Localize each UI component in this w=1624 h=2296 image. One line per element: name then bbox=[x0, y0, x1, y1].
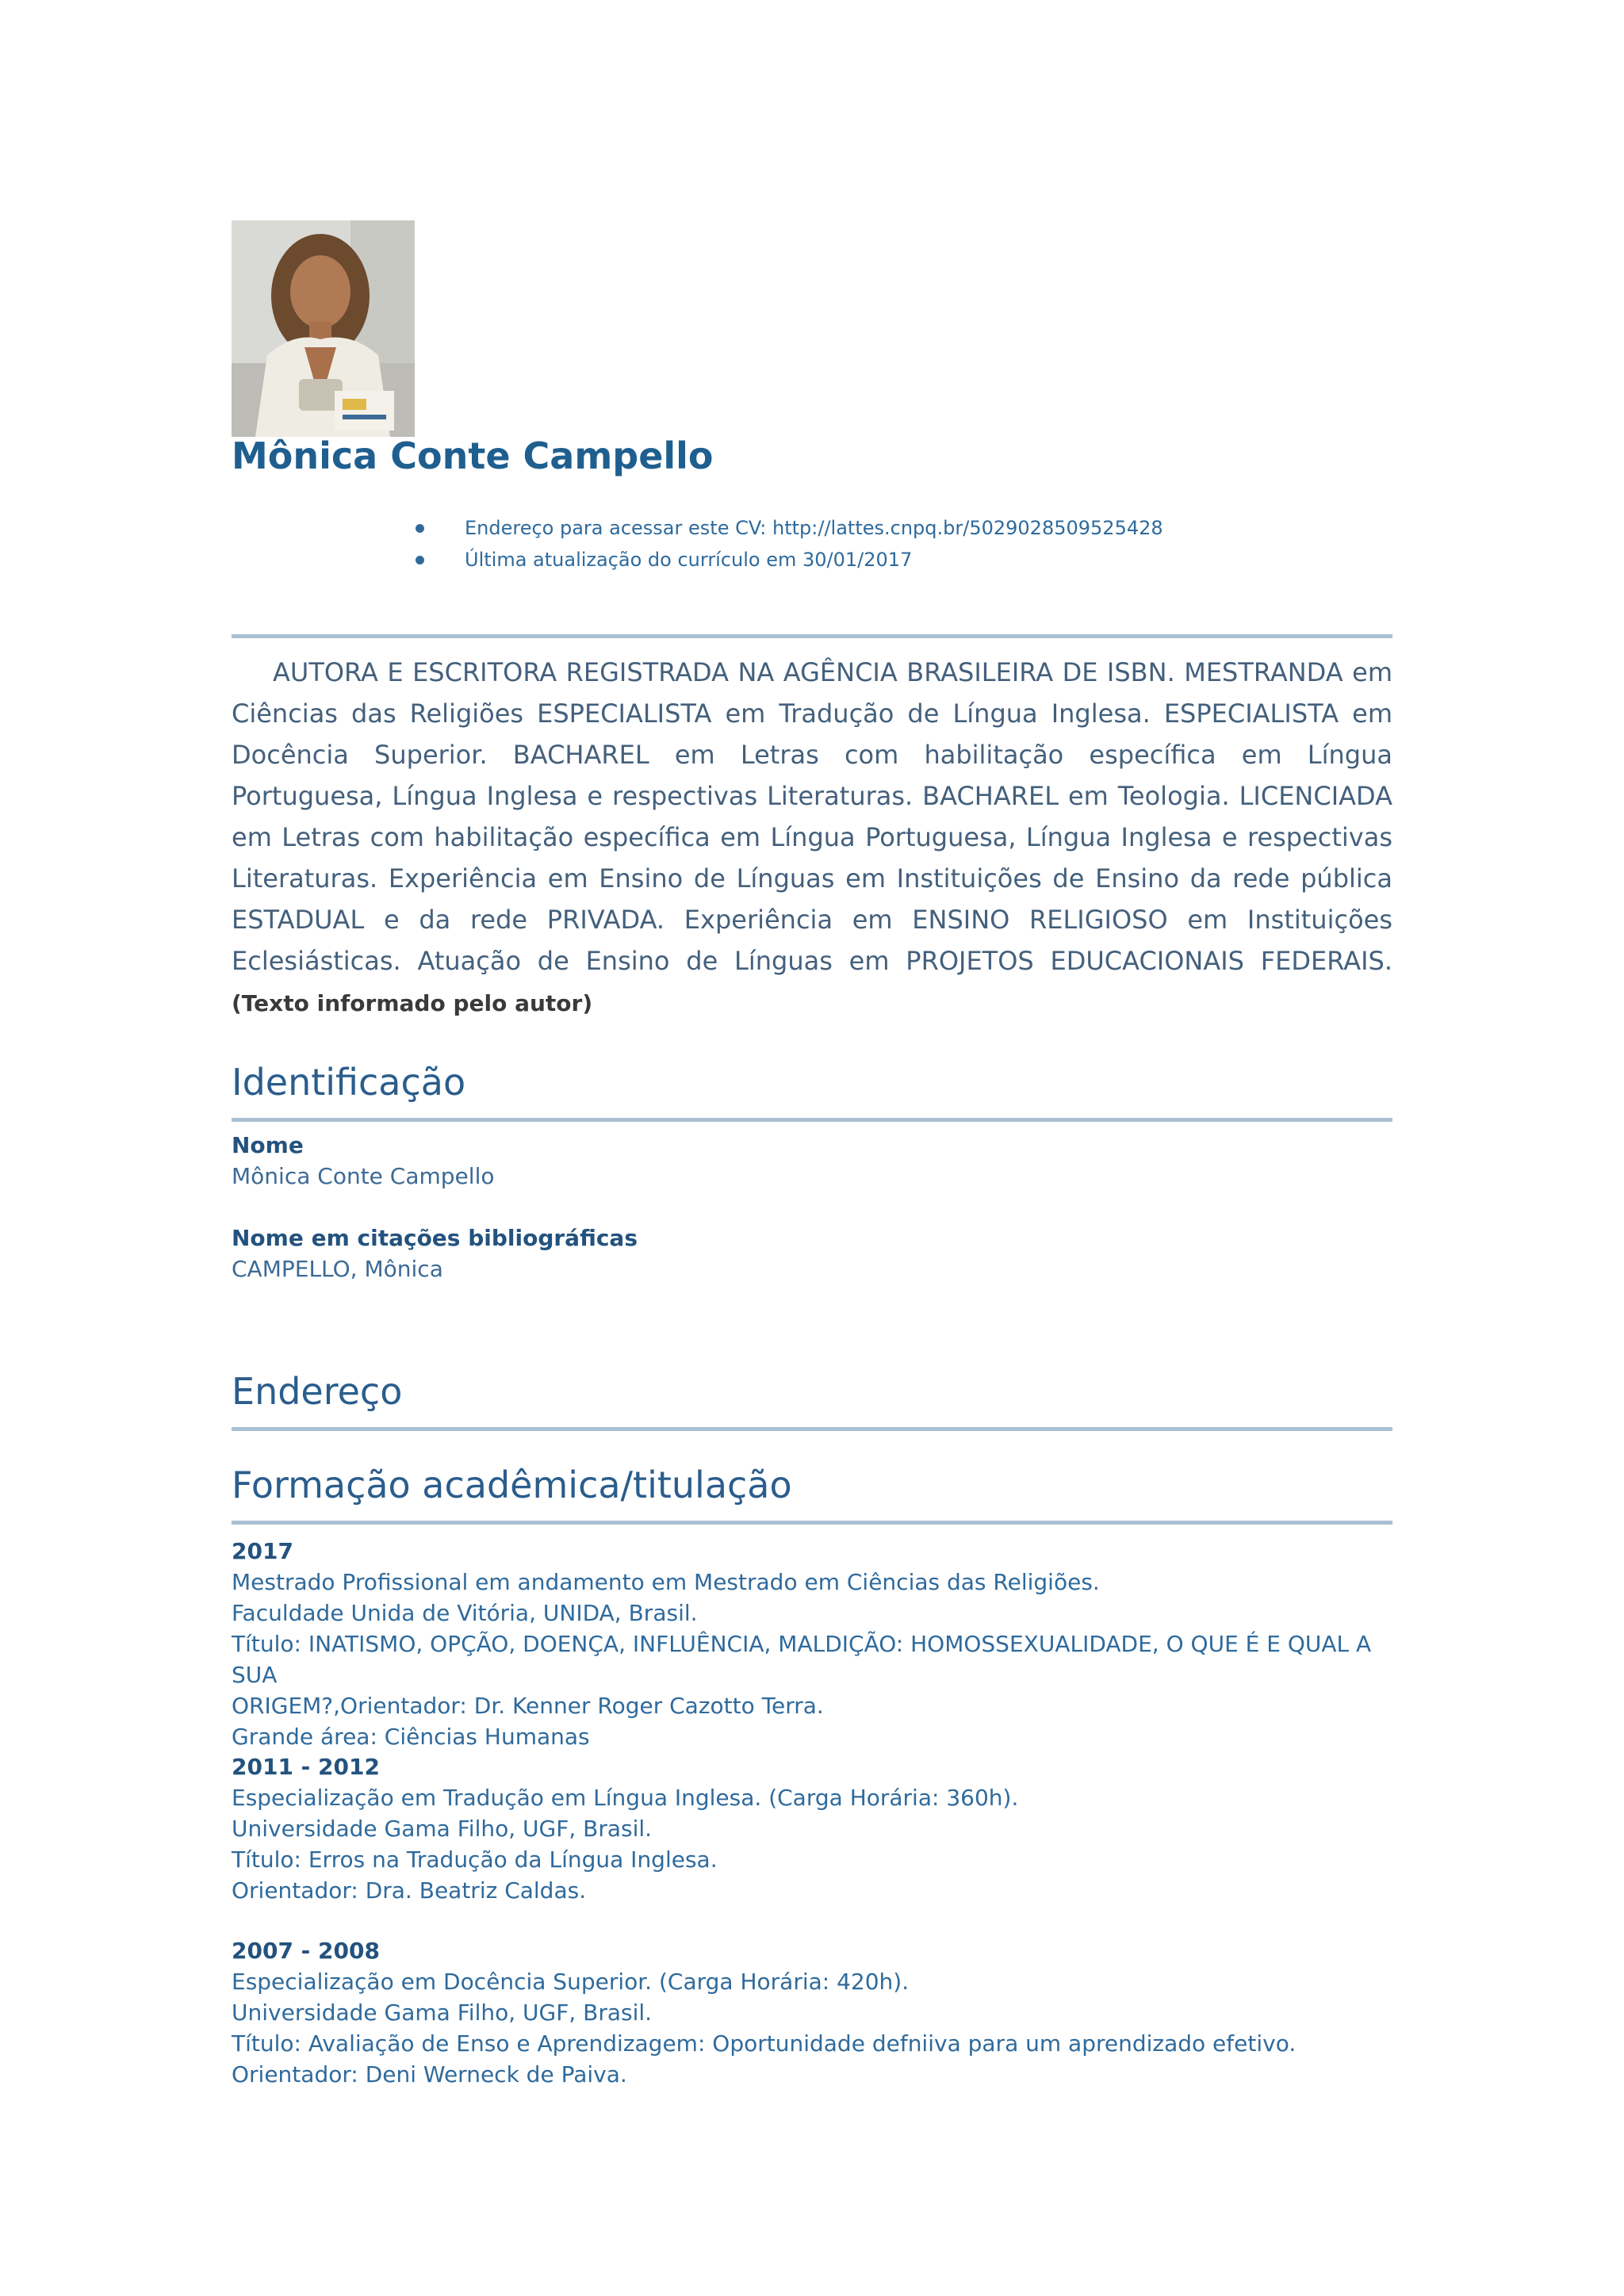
name-label: Nome bbox=[232, 1132, 304, 1158]
cv-last-update-text: Última atualização do currículo em 30/01/2017 bbox=[465, 549, 913, 571]
education-thesis-title: Título: Avaliação de Enso e Aprendizagem: Oportunidade defniiva para um aprendizado efetivo. bbox=[232, 2030, 1297, 2057]
section-divider-identificacao bbox=[232, 1118, 1392, 1122]
section-title-endereco: Endereço bbox=[232, 1370, 403, 1413]
education-entry bbox=[232, 1936, 1392, 2090]
cv-last-update-item bbox=[412, 544, 1163, 576]
cv-meta-list bbox=[412, 512, 1163, 576]
profile-name: Mônica Conte Campello bbox=[232, 434, 714, 477]
section-divider-formacao bbox=[232, 1521, 1392, 1525]
education-degree: Especialização em Docência Superior. (Carga Horária: 420h). bbox=[232, 1969, 910, 1995]
education-year: 2011 - 2012 bbox=[232, 1754, 380, 1780]
citation-value: CAMPELLO, Mônica bbox=[232, 1256, 443, 1282]
section-divider-endereco bbox=[232, 1427, 1392, 1431]
education-thesis-title: Título: Erros na Tradução da Língua Inglesa. bbox=[232, 1846, 718, 1873]
section-title-identificacao: Identificação bbox=[232, 1061, 466, 1104]
section-title-formacao: Formação acadêmica/titulação bbox=[232, 1464, 792, 1506]
summary-text: AUTORA E ESCRITORA REGISTRADA NA AGÊNCIA BRASILEIRA DE ISBN. MESTRANDA em Ciências das Religiões ESPECIALISTA em Tradução de Língua Inglesa. ESPECIALISTA em Docência Superior. BACHAREL em Letras com habilitação específica em Língua Portuguesa, Língua Inglesa e respectivas Literaturas. BACHAREL em Teologia. LICENCIADA em Letras com habilitação específica em Língua Portuguesa, Língua Inglesa e respectivas Literaturas. Experiência em Ensino de Línguas em Instituições de Ensino da rede pública ESTADUAL e da rede PRIVADA. Experiência em ENSINO RELIGIOSO em Instituições Eclesiásticas. Atuação de Ensino de Línguas em PROJETOS EDUCACIONAIS FEDERAIS. bbox=[232, 657, 1392, 976]
education-institution: Universidade Gama Filho, UGF, Brasil. bbox=[232, 1999, 653, 2026]
education-degree: Especialização em Tradução em Língua Inglesa. (Carga Horária: 360h). bbox=[232, 1785, 1019, 1811]
education-thesis-title: Título: INATISMO, OPÇÃO, DOENÇA, INFLUÊNCIA, MALDIÇÃO: HOMOSSEXUALIDADE, O QUE É E QUAL A SUA bbox=[232, 1631, 1372, 1688]
education-year: 2017 bbox=[232, 1538, 293, 1564]
education-advisor: ORIGEM?,Orientador: Dr. Kenner Roger Cazotto Terra. bbox=[232, 1693, 824, 1719]
bullet-icon bbox=[416, 556, 424, 564]
name-value: Mônica Conte Campello bbox=[232, 1163, 495, 1189]
education-institution: Faculdade Unida de Vitória, UNIDA, Brasil. bbox=[232, 1600, 698, 1626]
bullet-icon bbox=[416, 524, 424, 533]
education-institution: Universidade Gama Filho, UGF, Brasil. bbox=[232, 1816, 653, 1842]
education-advisor: Orientador: Dra. Beatriz Caldas. bbox=[232, 1877, 587, 1904]
education-entry bbox=[232, 1752, 1392, 1906]
summary-divider bbox=[232, 634, 1392, 638]
summary-paragraph bbox=[232, 652, 1392, 1024]
cv-address-text[interactable]: Endereço para acessar este CV: http://lattes.cnpq.br/5029028509525428 bbox=[465, 517, 1163, 539]
education-entry bbox=[232, 1536, 1392, 1752]
summary-note: (Texto informado pelo autor) bbox=[232, 990, 593, 1016]
citation-label: Nome em citações bibliográficas bbox=[232, 1225, 638, 1251]
education-area: Grande área: Ciências Humanas bbox=[232, 1724, 590, 1750]
education-degree: Mestrado Profissional em andamento em Mestrado em Ciências das Religiões. bbox=[232, 1569, 1100, 1595]
education-advisor: Orientador: Deni Werneck de Paiva. bbox=[232, 2061, 627, 2087]
education-year: 2007 - 2008 bbox=[232, 1938, 380, 1964]
profile-photo-illustration bbox=[232, 220, 415, 437]
cv-address-item[interactable] bbox=[412, 512, 1163, 544]
profile-photo bbox=[232, 220, 415, 437]
